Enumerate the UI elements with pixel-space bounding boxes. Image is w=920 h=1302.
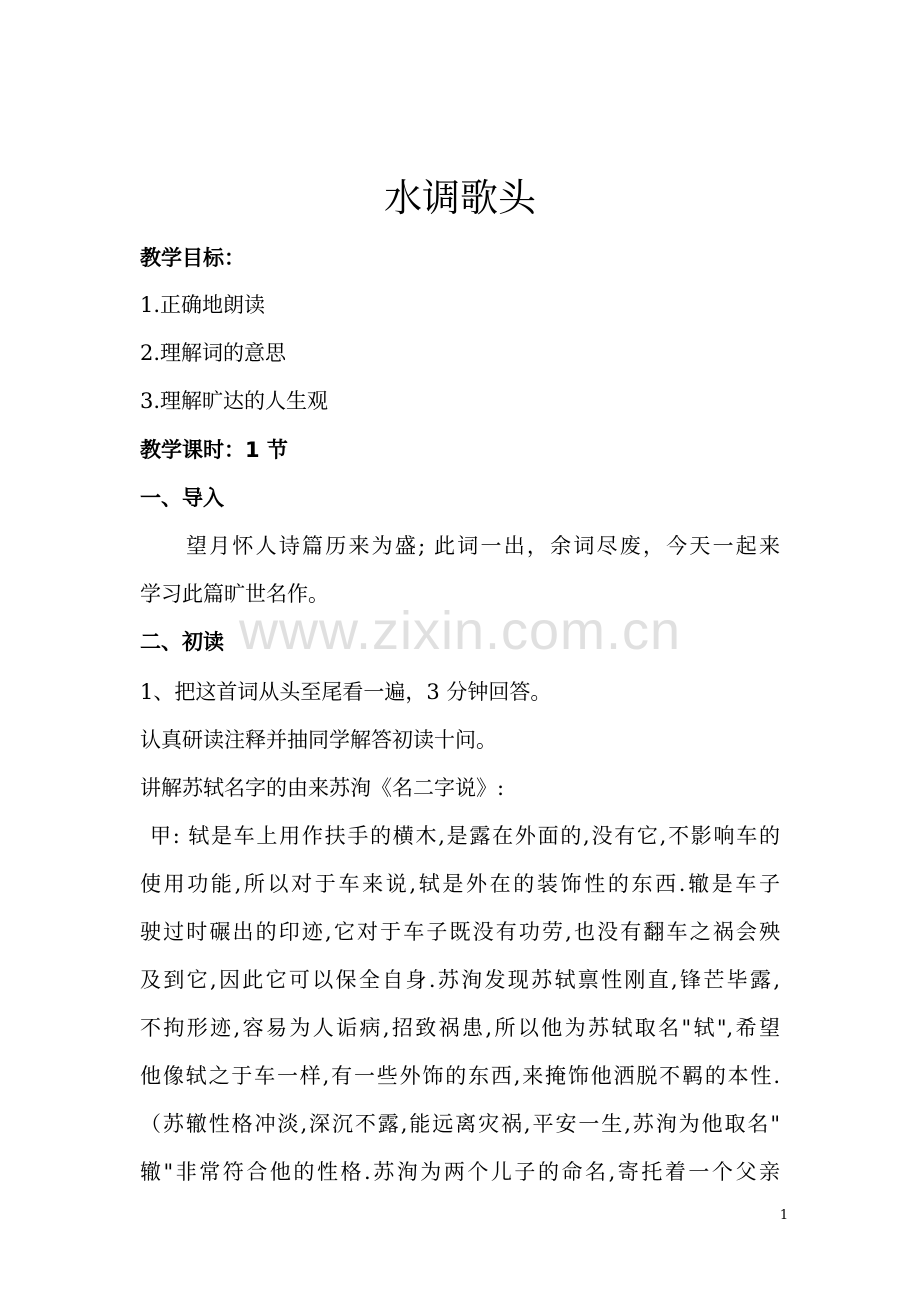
heading-class-hours: 教学课时：1 节: [140, 438, 288, 462]
paragraph-line: 学习此篇旷世名作。: [140, 582, 329, 606]
watermark: www.zixin.com.cn: [238, 601, 682, 661]
paragraph-line: 认真研读注释并抽同学解答初读十问。: [140, 728, 497, 752]
paragraph-line: 辙"非常符合他的性格.苏洵为两个儿子的命名,寄托着一个父亲: [140, 1160, 780, 1184]
paragraph-line: 望月怀人诗篇历来为盛; 此词一出，余词尽废，今天一起来: [186, 534, 780, 558]
paragraph-line: 使用功能,所以对于车来说,轼是外在的装饰性的东西.辙是车子: [140, 872, 780, 896]
paragraph-line: 不拘形迹,容易为人诟病,招致祸患,所以他为苏轼取名"轼",希望: [140, 1016, 780, 1040]
document-title: 水调歌头: [383, 176, 536, 220]
paragraph-line: 讲解苏轼名字的由来苏洵《名二字说》:: [140, 776, 505, 800]
paragraph-line: 驶过时碾出的印迹,它对于车子既没有功劳,也没有翻车之祸会殃: [140, 920, 780, 944]
goal-item-3: 3.理解旷达的人生观: [140, 389, 329, 413]
page-number: 1: [779, 1208, 789, 1223]
heading-section-1: 一、导入: [140, 486, 224, 510]
paragraph-line: 甲: 轼是车上用作扶手的横木,是露在外面的,没有它,不影响车的: [150, 824, 780, 848]
paragraph-line: （苏辙性格冲淡,深沉不露,能远离灾祸,平安一生,苏洵为他取名": [140, 1112, 780, 1136]
paragraph-line: 1、把这首词从头至尾看一遍，3 分钟回答。: [140, 680, 552, 704]
goal-item-2: 2.理解词的意思: [140, 341, 287, 365]
paragraph-line: 及到它,因此它可以保全自身.苏洵发现苏轼禀性刚直,锋芒毕露,: [140, 968, 780, 992]
goal-item-1: 1.正确地朗读: [140, 293, 266, 317]
paragraph-line: 他像轼之于车一样,有一些外饰的东西,来掩饰他洒脱不羁的本性.: [140, 1064, 780, 1088]
heading-teaching-goals: 教学目标：: [140, 246, 245, 270]
heading-section-2: 二、初读: [140, 630, 224, 654]
